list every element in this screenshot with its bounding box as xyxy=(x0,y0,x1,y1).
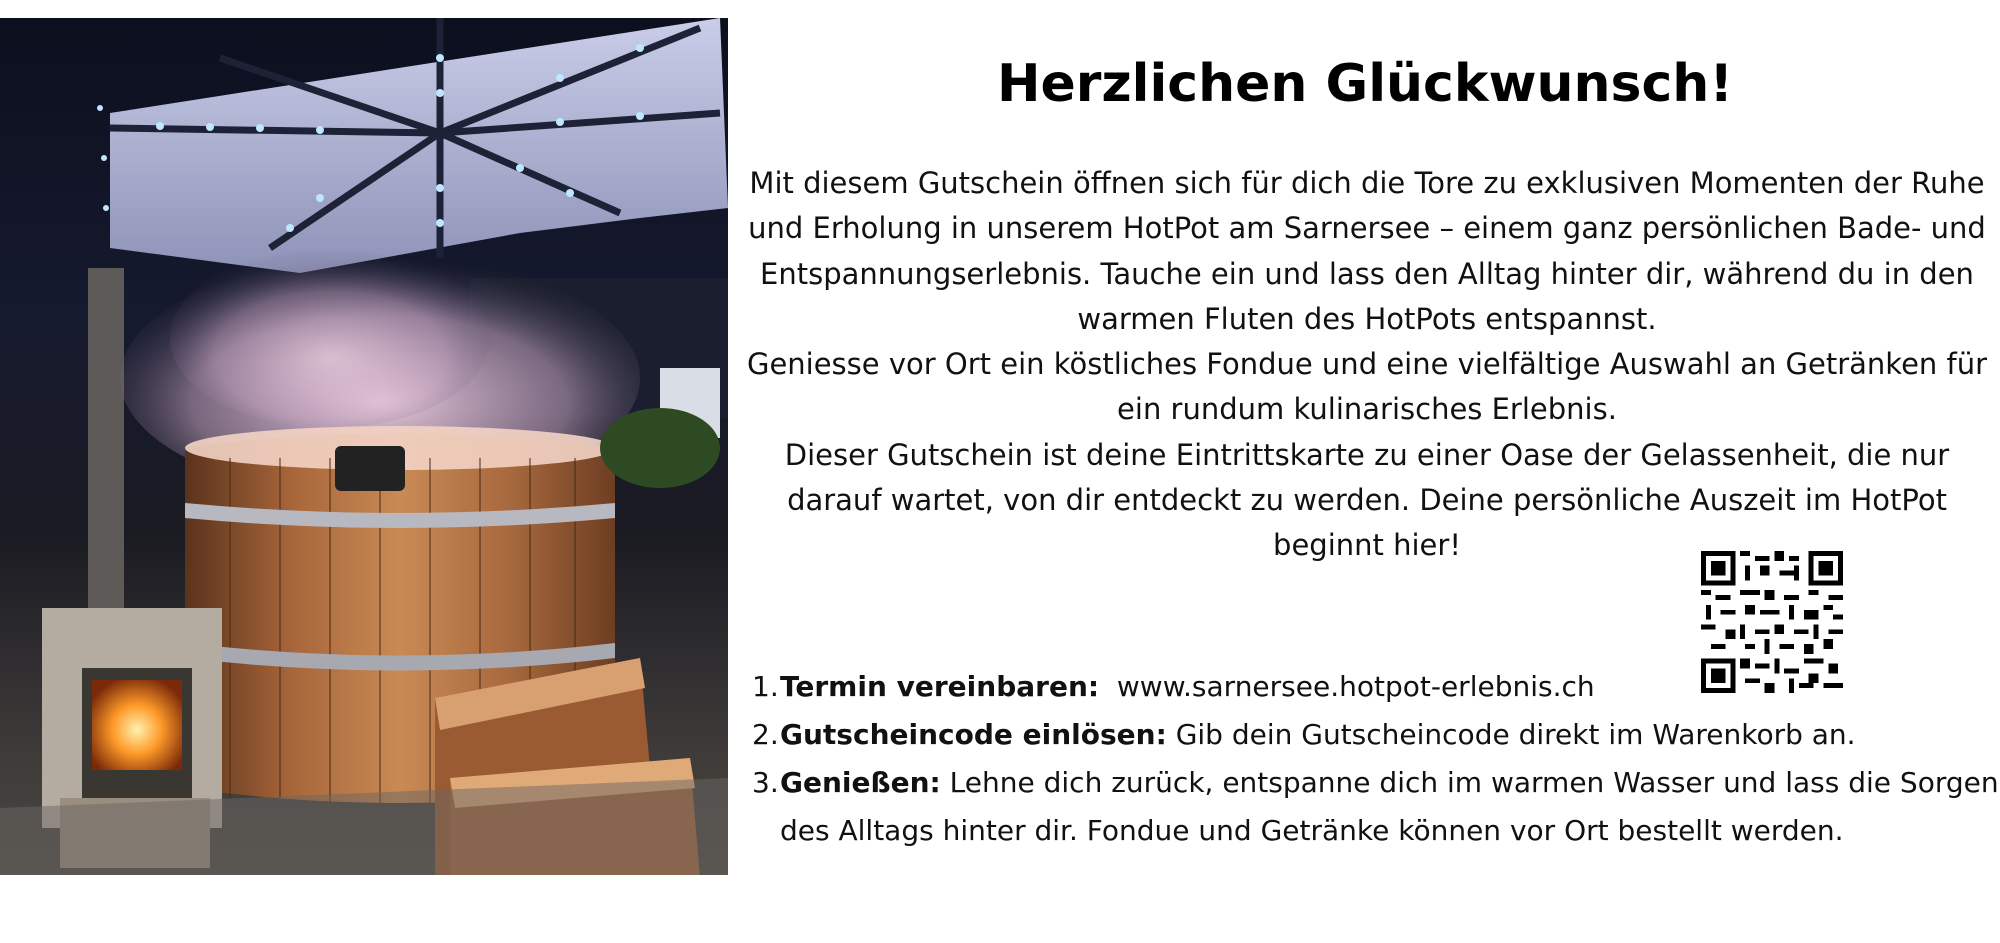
intro-paragraph: Mit diesem Gutschein öffnen sich für dich die Tore zu exklusiven Momenten der Ruhe und Erholung in unserem HotPot am Sarnersee – einem ganz persönlichen Bade- und Entspannungserlebnis. Tauche ein und lass den Alltag hinter dir, während du in den warmen Fluten des HotPots entspannst. xyxy=(748,166,1986,336)
intro-paragraph: Geniesse vor Ort ein köstliches Fondue und eine vielfältige Auswahl an Getränken für ein rundum kulinarisches Erlebnis. xyxy=(746,347,1988,427)
intro-paragraph: Dieser Gutschein ist deine Eintrittskarte zu einer Oase der Gelassenheit, die nur darauf wartet, von dir entdeckt zu werden. Deine persönliche Auszeit im HotPot beginnt hier! xyxy=(784,437,1950,563)
step-text: Lehne dich zurück, entspanne dich im warmen Wasser und lass die Sorgen des Alltags hinter dir. Fondue und Getränke können vor Ort bestellt werden. xyxy=(780,766,1999,847)
booking-website-link[interactable]: www.sarnersee.hotpot-erlebnis.ch xyxy=(1116,670,1595,703)
hot-tub-photo xyxy=(0,18,728,875)
step-label: Termin vereinbaren: xyxy=(780,670,1100,703)
step-redeem-code xyxy=(752,711,2000,759)
voucher-description xyxy=(742,161,1992,569)
greeting-title: Herzlichen Glückwunsch! xyxy=(996,54,1734,114)
step-label: Gutscheincode einlösen: xyxy=(780,718,1167,751)
redemption-steps xyxy=(752,663,2000,855)
step-number: 2. xyxy=(752,718,779,751)
step-enjoy xyxy=(752,759,2000,855)
step-number: 3. xyxy=(752,766,779,799)
step-label: Genießen: xyxy=(780,766,941,799)
step-text: Gib dein Gutscheincode direkt im Warenkorb an. xyxy=(1175,718,1856,751)
step-number: 1. xyxy=(752,670,779,703)
step-schedule xyxy=(752,663,2000,711)
